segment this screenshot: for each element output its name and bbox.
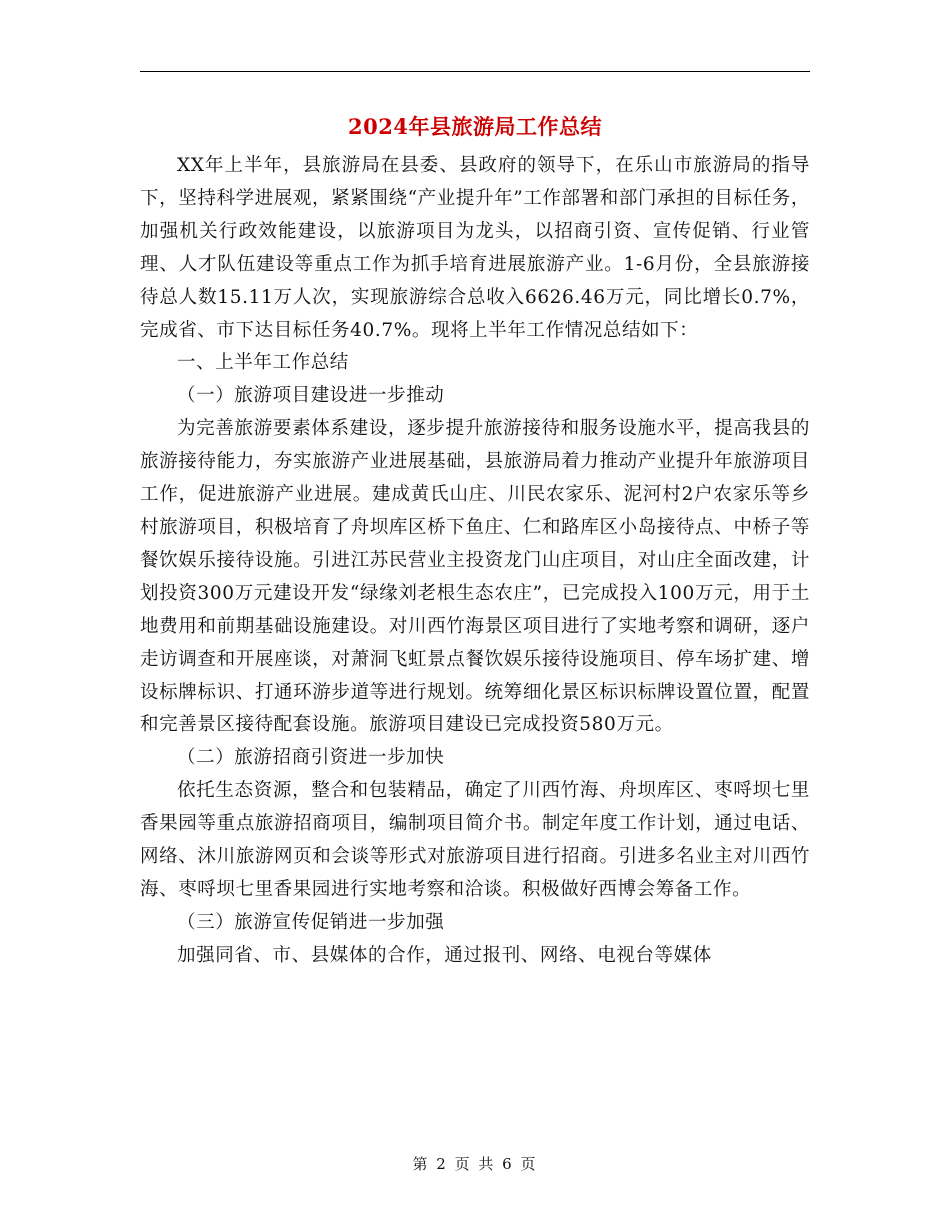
section-heading-1: 一、上半年工作总结 — [177, 352, 349, 374]
page-number-footer: 第 2 页 共 6 页 — [412, 1155, 538, 1173]
header-rule — [140, 71, 810, 72]
body-paragraph-3: 加强同省、市、县媒体的合作，通过报刊、网络、电视台等媒体 — [177, 944, 712, 966]
intro-paragraph: XX年上半年，县旅游局在县委、县政府的领导下，在乐山市旅游局的指导下，坚持科学进展观，紧紧围绕“产业提升年”工作部署和部门承担的目标任务，加强机关行政效能建设，以旅游项目为龙头，以招商引资、宣传促销、行业管理、人才队伍建设等重点工作为抓手培育进展旅游产业。1-6月份，全县旅游接待总人数15.11万人次，实现旅游综合总收入6626.46万元，同比增长0.7%，完成省、市下达目标任务40.7%。现将上半年工作情况总结如下： — [140, 155, 810, 341]
subsection-heading-2: （二）旅游招商引资进一步加快 — [177, 747, 445, 769]
body-paragraph-1: 为完善旅游要素体系建设，逐步提升旅游接待和服务设施水平，提高我县的旅游接待能力，夯实旅游产业进展基础，县旅游局着力推动产业提升年旅游项目工作，促进旅游产业进展。建成黄氏山庄、川民农家乐、泥河村2户农家乐等乡村旅游项目，积极培育了舟坝库区桥下鱼庄、仁和路库区小岛接待点、中桥子等餐饮娱乐接待设施。引进江苏民营业主投资龙门山庄项目，对山庄全面改建，计划投资300万元建设开发“绿缘刘老根生态农庄”，已完成投入100万元，用于土地费用和前期基础设施建设。对川西竹海景区项目进行了实地考察和调研，逐户走访调查和开展座谈，对萧洞飞虹景点餐饮娱乐接待设施项目、停车场扩建、增设标牌标识、打通环游步道等进行规划。统筹细化景区标识标牌设置位置，配置和完善景区接待配套设施。旅游项目建设已完成投资580万元。 — [140, 418, 810, 736]
body-paragraph-2: 依托生态资源，整合和包装精品，确定了川西竹海、舟坝库区、枣哷坝七里香果园等重点旅游招商项目，编制项目简介书。制定年度工作计划，通过电话、网络、沐川旅游网页和会谈等形式对旅游项目进行招商。引进多名业主对川西竹海、枣哷坝七里香果园进行实地考察和洽谈。积极做好西博会筹备工作。 — [140, 780, 810, 900]
subsection-heading-1: （一）旅游项目建设进一步推动 — [177, 385, 445, 407]
document-body — [140, 150, 810, 973]
subsection-heading-3: （三）旅游宣传促销进一步加强 — [177, 911, 445, 933]
document-title: 2024年县旅游局工作总结 — [348, 114, 602, 139]
